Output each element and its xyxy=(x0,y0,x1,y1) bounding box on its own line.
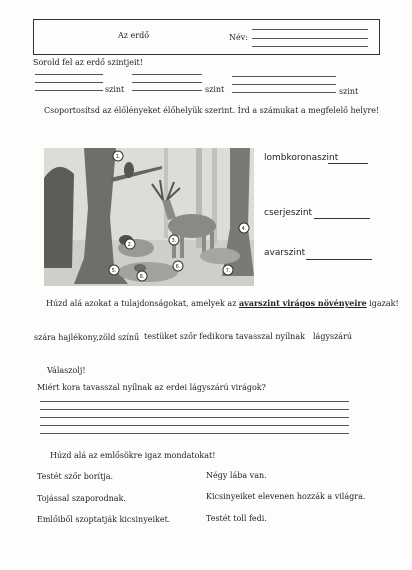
level-line-3a[interactable] xyxy=(232,76,336,77)
statement-eggs[interactable]: Tojással szaporodnak. xyxy=(37,494,126,503)
level-line-1c[interactable] xyxy=(35,90,103,91)
canopy-answer-line[interactable] xyxy=(328,163,368,164)
task4-heading: Válaszolj! xyxy=(47,366,86,375)
litter-answer-line[interactable] xyxy=(306,259,372,260)
option-fur[interactable]: testüket szőr fedi xyxy=(144,332,215,341)
picture-number-7: 7. xyxy=(225,268,231,274)
option-stem[interactable]: szára hajlékony,zöld színű xyxy=(34,333,140,342)
answer-line-4[interactable] xyxy=(40,425,349,426)
picture-number-1: 1. xyxy=(115,154,121,160)
level-line-1a[interactable] xyxy=(35,74,103,75)
answer-line-1[interactable] xyxy=(40,401,349,402)
task3-instruction xyxy=(46,298,399,309)
answer-line-2[interactable] xyxy=(40,409,349,410)
picture-number-2: 2. xyxy=(127,242,133,248)
level-line-2c[interactable] xyxy=(132,90,202,91)
task1-instruction: Sorold fel az erdő szintjeit! xyxy=(33,58,143,67)
level-suffix-3: szint xyxy=(339,87,359,96)
answer-line-3[interactable] xyxy=(40,417,349,418)
task5-instruction: Húzd alá az emlősökre igaz mondatokat! xyxy=(50,451,216,460)
picture-number-3: 3. xyxy=(171,238,177,244)
level-label-canopy: lombkoronaszint xyxy=(264,153,339,163)
picture-number-4: 4. xyxy=(241,226,247,232)
level-line-2b[interactable] xyxy=(132,82,202,83)
forest-illustration xyxy=(44,148,254,286)
task2-instruction: Csoportosítsd az élőlényeket élőhelyük szerint. Írd a számukat a megfelelő helyre! xyxy=(44,106,380,115)
level-suffix-1: szint xyxy=(105,85,125,94)
level-line-3b[interactable] xyxy=(232,84,336,85)
header-box xyxy=(33,19,380,55)
level-line-3c[interactable] xyxy=(232,92,336,93)
forest-picture xyxy=(44,148,254,286)
task4-question: Miért kora tavasszal nyílnak az erdei lágyszárú virágok? xyxy=(37,383,266,392)
statement-nursing[interactable]: Emlőiből szoptatják kicsinyeiket. xyxy=(37,515,171,524)
shrub-answer-line[interactable] xyxy=(314,218,370,219)
picture-number-6: 6. xyxy=(175,264,181,270)
answer-line-5[interactable] xyxy=(40,433,349,434)
option-spring[interactable]: kora tavasszal nyílnak xyxy=(215,332,305,341)
statement-fur[interactable]: Testét szőr borítja. xyxy=(37,472,114,481)
statement-four-legs[interactable]: Négy lába van. xyxy=(206,471,267,480)
level-line-1b[interactable] xyxy=(35,82,103,83)
picture-number-8: 8. xyxy=(139,274,145,280)
level-line-2a[interactable] xyxy=(132,74,202,75)
name-line-2[interactable] xyxy=(252,38,368,39)
statement-live-birth[interactable]: Kicsinyeiket elevenen hozzák a világra. xyxy=(206,492,366,501)
name-line-1[interactable] xyxy=(252,29,368,30)
name-line-3[interactable] xyxy=(252,46,368,47)
level-label-shrub: cserjeszint xyxy=(264,208,313,218)
level-suffix-2: szint xyxy=(205,85,225,94)
worksheet-title: Az erdő xyxy=(118,31,150,40)
name-label: Név: xyxy=(229,33,248,42)
task3-emphasis: avarszint virágos növényeire xyxy=(238,298,367,308)
task3-text-after: igazak! xyxy=(366,299,399,308)
task3-text-before: Húzd alá azokat a tulajdonságokat, amelyek az xyxy=(46,299,239,308)
statement-feathers[interactable]: Testét toll fedi. xyxy=(206,514,267,523)
level-label-litter: avarszint xyxy=(264,248,306,258)
picture-number-5: 5. xyxy=(111,268,117,274)
option-herbaceous[interactable]: lágyszárú xyxy=(313,332,353,341)
